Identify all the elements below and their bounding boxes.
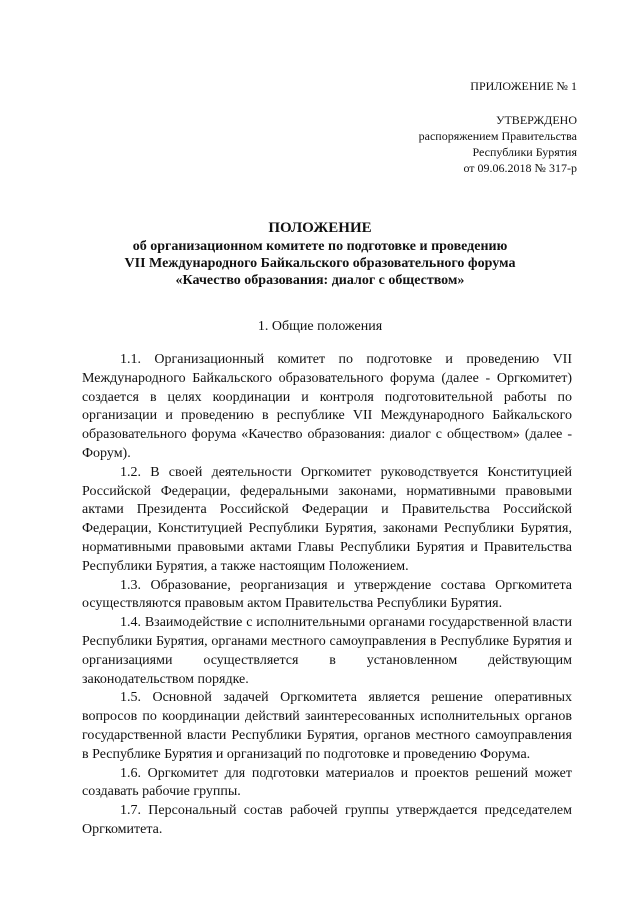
approval-line: Республики Бурятия	[472, 145, 577, 159]
approval-line: от 09.06.2018 № 317-р	[463, 161, 577, 175]
title-line: ПОЛОЖЕНИЕ	[268, 220, 372, 236]
paragraph: 1.1. Организационный комитет по подготовке и проведению VII Международного Байкальского образовательного форума (далее - Оргкомитет) создается в целях координации и контроля подготовительной работы по организации и проведению в республике VII Международного Байкальского образовательного форума «Качество образования: диалог с обществом» (далее - Форум).	[82, 352, 572, 461]
approval-line: УТВЕРЖДЕНО	[495, 113, 577, 127]
title-line: «Качество образования: диалог с обществом»	[175, 273, 465, 288]
approval-stamp	[419, 112, 577, 176]
paragraph: 1.3. Образование, реорганизация и утверждение состава Оргкомитета осуществляются правовым актом Правительства Республики Бурятия.	[82, 577, 572, 612]
title-line: VII Международного Байкальского образовательного форума	[124, 256, 516, 271]
paragraph: 1.6. Оргкомитет для подготовки материалов и проектов решений может создавать рабочие группы.	[82, 765, 572, 800]
paragraph: 1.5. Основной задачей Оргкомитета является решение оперативных вопросов по координации действий заинтересованных исполнительных органов государственной власти Республики Бурятия, органов местного самоуправления в Республике Бурятия и организаций по подготовке и проведению Форума.	[82, 690, 572, 762]
document-body	[82, 351, 572, 840]
title-line: об организационном комитете по подготовке и проведению	[132, 239, 508, 254]
paragraph: 1.2. В своей деятельности Оргкомитет руководствуется Конституцией Российской Федерации, федеральными законами, нормативными правовыми актами Президента Российской Федерации и Правительства Российской Федерации, Конституцией Республики Бурятия, законами Республики Бурятия, нормативными правовыми актами Главы Республики Бурятия и Правительства Республики Бурятия, а также настоящим Положением.	[82, 464, 572, 574]
paragraph: 1.4. Взаимодействие с исполнительными органами государственной власти Республики Бурятия, органами местного самоуправления в Республике Бурятия и организациями осуществляется в установленном действующим законодательством порядке.	[82, 615, 572, 687]
section-heading: 1. Общие положения	[257, 319, 383, 334]
approval-line: распоряжением Правительства	[418, 129, 577, 143]
appendix-label: ПРИЛОЖЕНИЕ № 1	[470, 79, 577, 93]
document-title	[0, 220, 640, 289]
paragraph: 1.7. Персональный состав рабочей группы утверждается председателем Оргкомитета.	[82, 803, 572, 837]
